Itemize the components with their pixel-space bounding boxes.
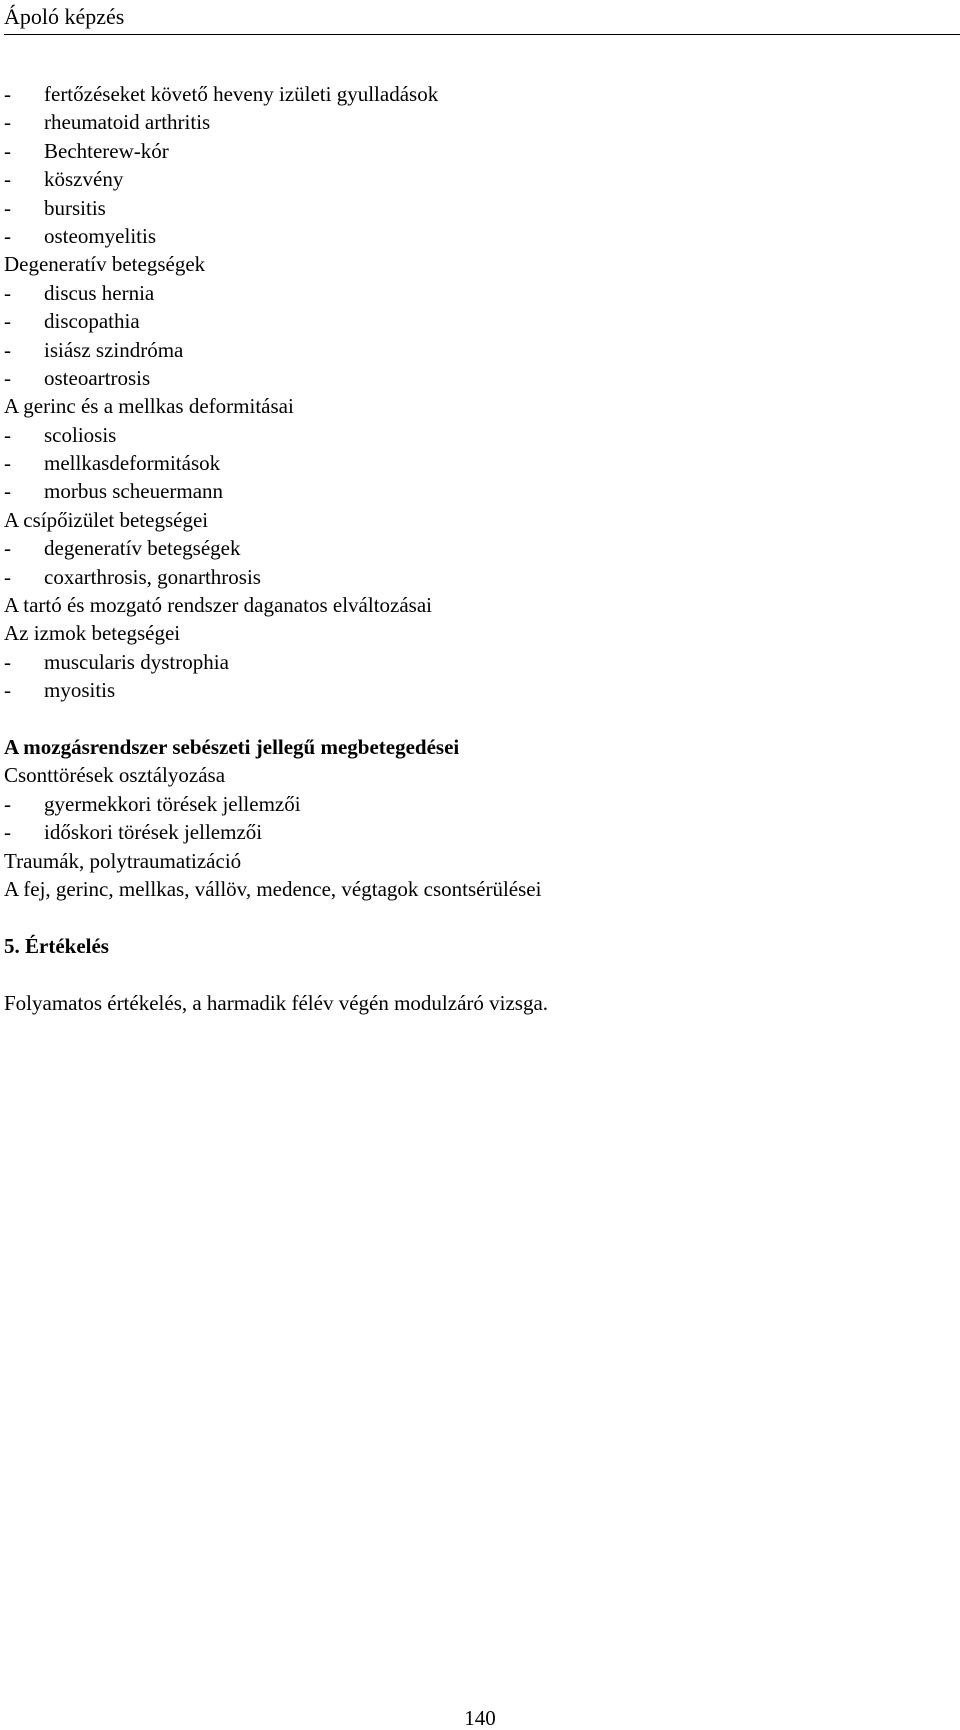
spacer [4, 903, 954, 931]
bullet-dash: - [4, 536, 11, 561]
bullet-dash: - [4, 479, 11, 504]
page-number: 140 [464, 1706, 496, 1730]
list-item-text: coxarthrosis, gonarthrosis [44, 564, 261, 589]
list-item-text: muscularis dystrophia [44, 649, 229, 674]
section-heading: A csípőizület betegségei [4, 507, 209, 532]
section-heading: A fej, gerinc, mellkas, vállöv, medence, végtagok csontsérülései [4, 876, 542, 901]
list-item [4, 818, 954, 846]
list-item-text: köszvény [44, 167, 124, 192]
list-item [4, 80, 954, 108]
list-item-text: scoliosis [44, 422, 117, 447]
list-item-text: mellkasdeformitások [44, 451, 221, 476]
list-item-text: degeneratív betegségek [44, 536, 241, 561]
bullet-dash: - [4, 110, 11, 135]
list-item [4, 165, 954, 193]
list-item-text: osteomyelitis [44, 223, 156, 248]
bullet-dash: - [4, 309, 11, 334]
page-header [4, 0, 960, 35]
bullet-dash: - [4, 138, 11, 163]
list-item [4, 563, 954, 591]
list-item-text: időskori törések jellemzői [44, 820, 263, 845]
list-item [4, 534, 954, 562]
list-item-text: Bechterew-kór [44, 138, 169, 163]
list-item [4, 222, 954, 250]
list-item [4, 137, 954, 165]
section-heading: A tartó és mozgató rendszer daganatos elváltozásai [4, 593, 432, 618]
list-item-text: isiász szindróma [44, 337, 184, 362]
bullet-dash: - [4, 791, 11, 816]
section-heading: Degeneratív betegségek [4, 252, 206, 277]
evaluation-text: Folyamatos értékelés, a harmadik félév végén modulzáró vizsga. [4, 990, 549, 1015]
list-item [4, 364, 954, 392]
bullet-dash: - [4, 337, 11, 362]
bullet-dash: - [4, 820, 11, 845]
bullet-dash: - [4, 422, 11, 447]
bullet-dash: - [4, 195, 11, 220]
bullet-dash: - [4, 678, 11, 703]
list-item-text: rheumatoid arthritis [44, 110, 211, 135]
list-item-text: discopathia [44, 309, 140, 334]
header-title: Ápoló képzés [4, 4, 125, 29]
bullet-dash: - [4, 365, 11, 390]
list-item [4, 421, 954, 449]
section-heading: Traumák, polytraumatizáció [4, 848, 242, 873]
list-item [4, 336, 954, 364]
bullet-dash: - [4, 82, 11, 106]
list-item [4, 279, 954, 307]
bullet-dash: - [4, 564, 11, 589]
spacer [4, 960, 954, 988]
list-item [4, 194, 954, 222]
bullet-dash: - [4, 649, 11, 674]
bullet-dash: - [4, 223, 11, 248]
list-item [4, 477, 954, 505]
section-heading: Az izmok betegségei [4, 621, 181, 646]
list-item [4, 108, 954, 136]
list-item [4, 676, 954, 704]
list-item-text: bursitis [44, 195, 106, 220]
list-item-text: gyermekkori törések jellemzői [44, 791, 301, 816]
bullet-dash: - [4, 280, 11, 305]
list-item [4, 648, 954, 676]
list-item-text: fertőzéseket követő heveny izületi gyulladások [44, 82, 439, 106]
section-heading: Csonttörések osztályozása [4, 763, 226, 788]
document-body [4, 80, 954, 1017]
list-item [4, 790, 954, 818]
bullet-dash: - [4, 167, 11, 192]
evaluation-heading: 5. Értékelés [4, 933, 109, 958]
list-item-text: morbus scheuermann [44, 479, 224, 504]
list-item-text: discus hernia [44, 280, 155, 305]
list-item-text: osteoartrosis [44, 365, 151, 390]
list-item [4, 449, 954, 477]
bold-section-title: A mozgásrendszer sebészeti jellegű megbetegedései [4, 734, 460, 759]
bullet-dash: - [4, 451, 11, 476]
section-heading: A gerinc és a mellkas deformitásai [4, 394, 294, 419]
spacer [4, 705, 954, 733]
list-item [4, 307, 954, 335]
list-item-text: myositis [44, 678, 116, 703]
